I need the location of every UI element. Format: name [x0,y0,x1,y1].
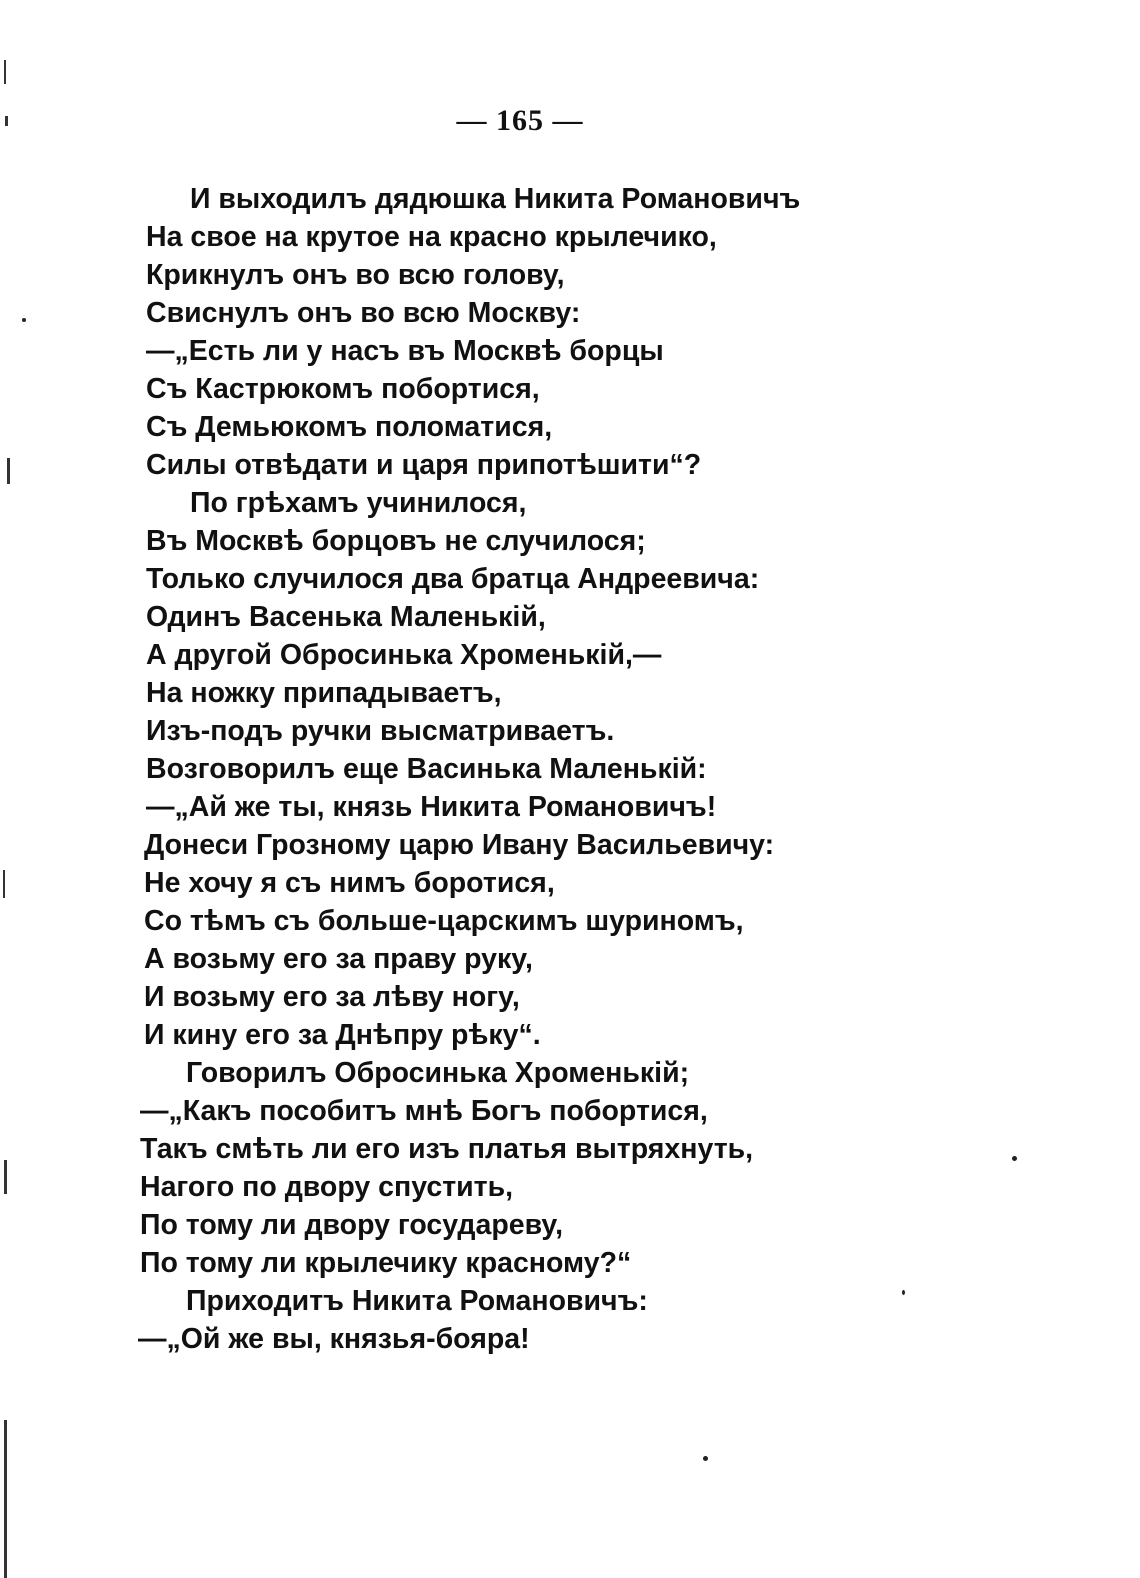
scan-edge-mark [5,116,8,126]
verse-line: Свиснулъ онъ во всю Москву: [146,297,581,329]
verse-line: Изъ-подъ ручки высматриваетъ. [146,715,615,747]
scan-edge-mark [4,1420,7,1578]
verse-line: Такъ смѣть ли его изъ платья вытряхнуть, [140,1133,754,1165]
scan-edge-mark [7,458,10,484]
scan-edge-mark [4,1160,7,1194]
scan-speck [902,1290,905,1295]
verse-line: И выходилъ дядюшка Никита Романовичъ [190,183,801,215]
verse-line: По тому ли крылечику красному?“ [140,1247,632,1279]
verse-line: —„Ай же ты, князь Никита Романовичъ! [146,791,717,823]
verse-line: —„Есть ли у насъ въ Москвѣ борцы [146,335,664,367]
verse-line: Въ Москвѣ борцовъ не случилося; [146,525,646,557]
verse-line: А другой Обросинька Хроменькій,— [146,639,662,671]
scan-edge-mark [3,870,5,898]
verse-line: По тому ли двору государеву, [140,1209,564,1241]
verse-line: Силы отвѣдати и царя припотѣшити“? [146,449,702,481]
verse-line: Съ Демьюкомъ поломатися, [146,411,553,443]
verse-line: Крикнулъ онъ во всю голову, [146,259,565,291]
verse-line: Съ Кастрюкомъ побортися, [146,373,540,405]
verse-line: На ножку припадываетъ, [146,677,502,709]
scan-speck [1012,1156,1017,1161]
verse-line: Донеси Грозному царю Ивану Васильевичу: [144,829,775,861]
verse-line: —„Ой же вы, князья-бояра! [138,1323,530,1355]
scan-speck [22,318,26,322]
page-number: — 165 — [456,104,584,137]
verse-line: Возговорилъ еще Васинька Маленькій: [146,753,707,785]
verse-line: По грѣхамъ учинилося, [190,487,527,519]
verse-line: Со тѣмъ съ больше-царскимъ шуриномъ, [144,905,744,937]
verse-line: Говорилъ Обросинька Хроменькій; [186,1057,690,1089]
verse-line: Одинъ Васенька Маленькій, [146,601,546,633]
verse-line: Не хочу я съ нимъ боротися, [144,867,555,899]
scan-speck [703,1456,708,1461]
verse-line: На свое на крутое на красно крылечико, [146,221,717,253]
verse-line: Нагого по двору спустить, [140,1171,514,1203]
verse-line: —„Какъ пособитъ мнѣ Богъ побортися, [140,1095,708,1127]
verse-line: А возьму его за праву руку, [144,943,533,975]
verse-line: И возьму его за лѣву ногу, [144,981,520,1013]
verse-line: Приходитъ Никита Романовичъ: [186,1285,648,1317]
verse-line: Только случилося два братца Андреевича: [146,563,760,595]
scan-edge-mark [4,60,6,84]
verse-line: И кину его за Днѣпру рѣку“. [144,1019,541,1051]
